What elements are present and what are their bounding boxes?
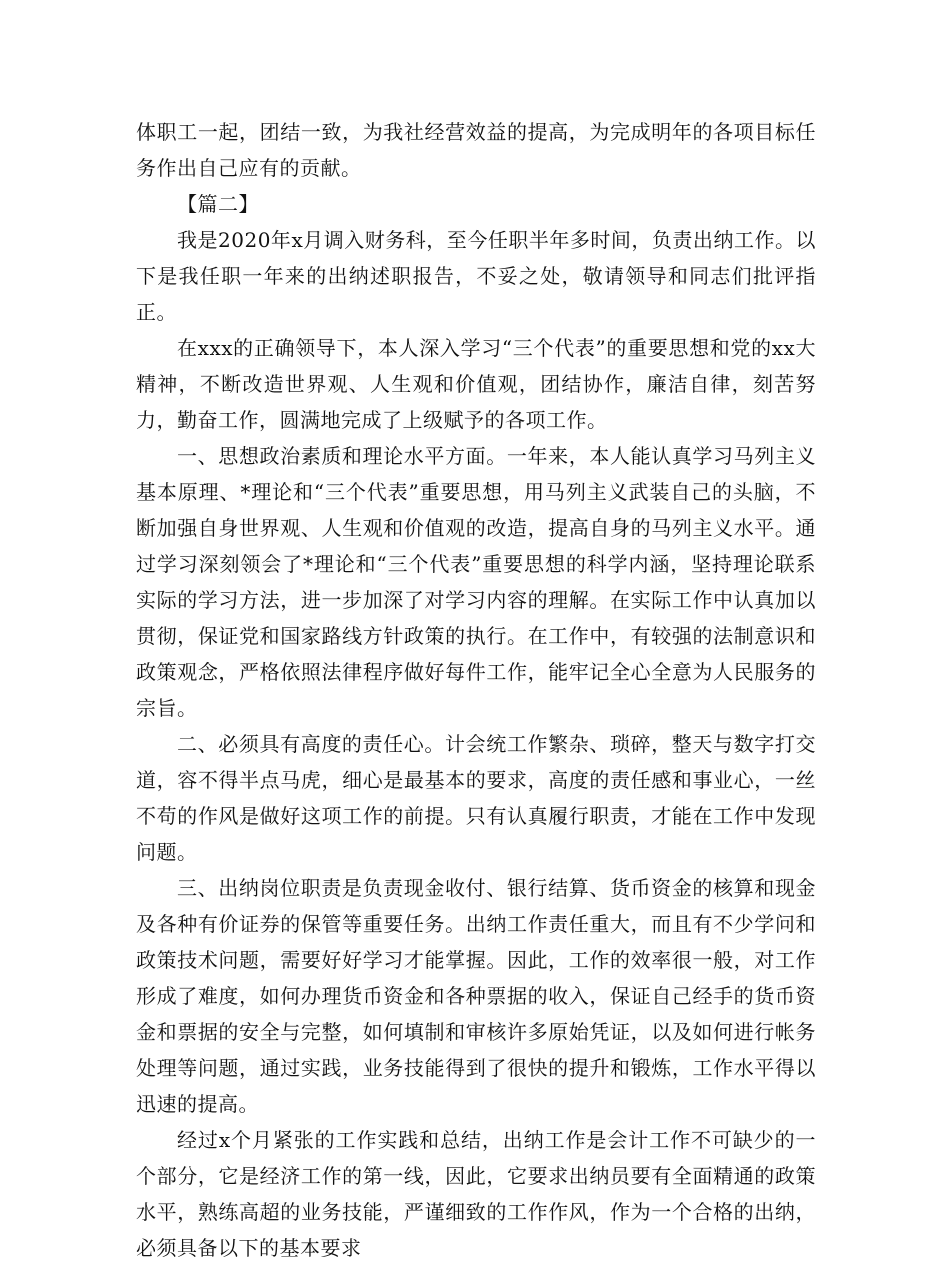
paragraph-continuation: 体职工一起，团结一致，为我社经营效益的提高，为完成明年的各项目标任务作出自己应有的贡献。 (136, 120, 816, 180)
section-heading: 【篇二】 (177, 192, 259, 216)
paragraph-leadership: 在xxx的正确领导下，本人深入学习“三个代表”的重要思想和党的xx大精神，不断改造世界观、人生观和价值观，团结协作，廉洁自律，刻苦努力，勤奋工作，圆满地完成了上级赋予的各项工作。 (136, 336, 816, 432)
paragraph-summary: 经过x个月紧张的工作实践和总结，出纳工作是会计工作不可缺少的一个部分，它是经济工作的第一线，因此，它要求出纳员要有全面精通的政策水平，熟练高超的业务技能，严谨细致的工作作风，作为一个合格的出纳，必须具备以下的基本要求 (136, 1128, 816, 1260)
paragraph-point-two: 二、必须具有高度的责任心。计会统工作繁杂、琐碎，整天与数字打交道，容不得半点马虎，细心是最基本的要求，高度的责任感和事业心，一丝不苟的作风是做好这项工作的前提。只有认真履行职责，才能在工作中发现问题。 (136, 732, 816, 864)
paragraph-point-three: 三、出纳岗位职责是负责现金收付、银行结算、货币资金的核算和现金及各种有价证券的保管等重要任务。出纳工作责任重大，而且有不少学问和政策技术问题，需要好好学习才能掌握。因此，工作的效率很一般，对工作形成了难度，如何办理货币资金和各种票据的收入，保证自己经手的货币资金和票据的安全与完整，如何填制和审核许多原始凭证，以及如何进行帐务处理等问题，通过实践，业务技能得到了很快的提升和锻炼，工作水平得以迅速的提高。 (136, 876, 816, 1116)
paragraph-point-one: 一、思想政治素质和理论水平方面。一年来，本人能认真学习马列主义基本原理、*理论和“三个代表”重要思想，用马列主义武装自己的头脑，不断加强自身世界观、人生观和价值观的改造，提高自身的马列主义水平。通过学习深刻领会了*理论和“三个代表”重要思想的科学内涵，坚持理论联系实际的学习方法，进一步加深了对学习内容的理解。在实际工作中认真加以贯彻，保证党和国家路线方针政策的执行。在工作中，有较强的法制意识和政策观念，严格依照法律程序做好每件工作，能牢记全心全意为人民服务的宗旨。 (136, 444, 816, 720)
document-body (136, 114, 816, 1266)
paragraph-intro: 我是2020年x月调入财务科，至今任职半年多时间，负责出纳工作。以下是我任职一年来的出纳述职报告，不妥之处，敬请领导和同志们批评指正。 (136, 228, 816, 324)
